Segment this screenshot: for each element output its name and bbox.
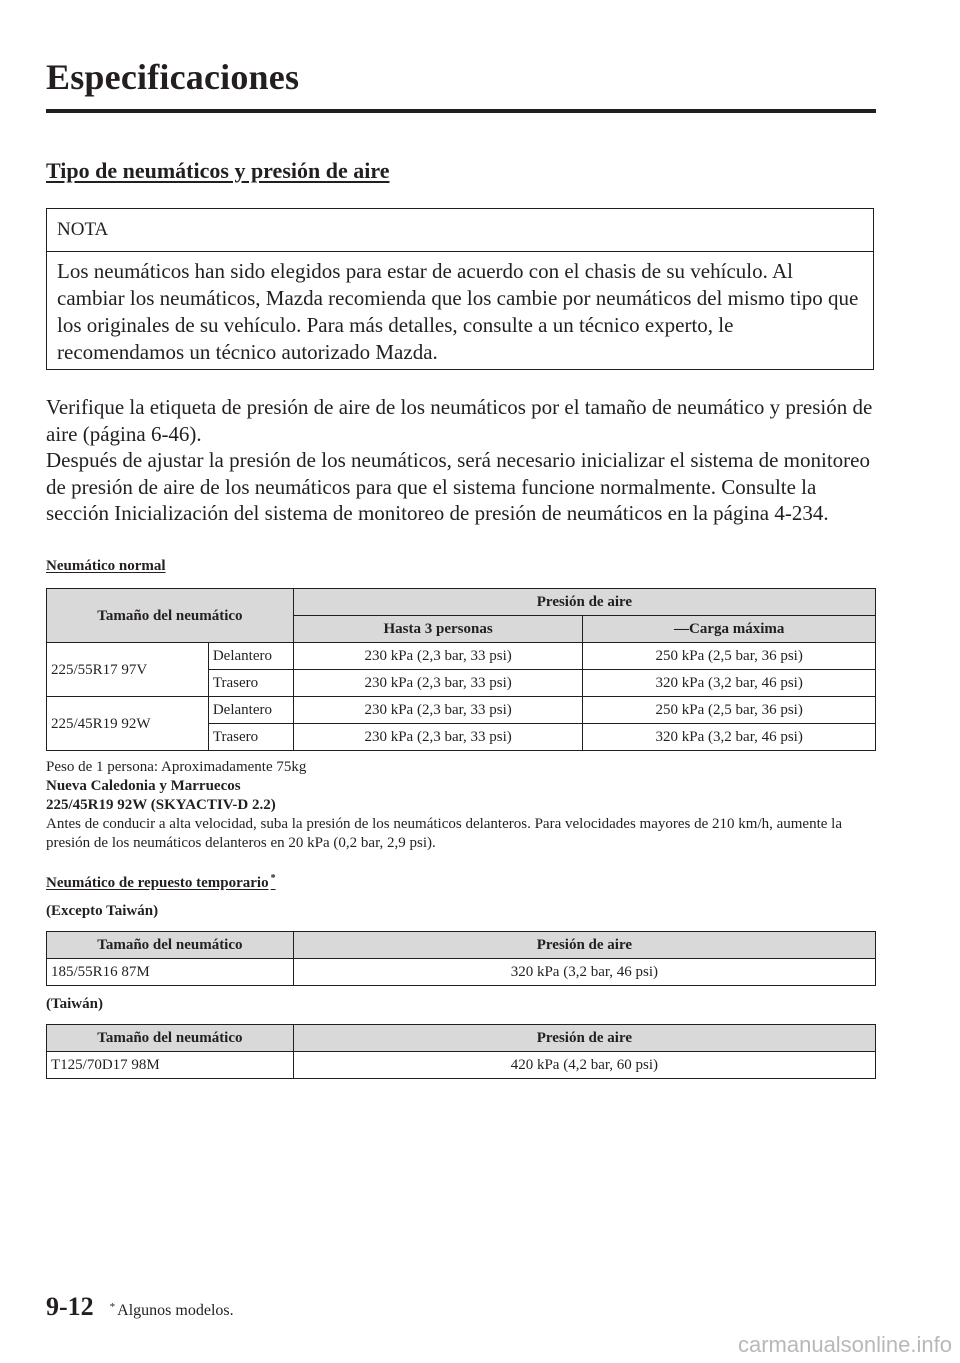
pressure-cell: 250 kPa (2,5 bar, 36 psi) [583, 697, 876, 724]
spare-tire-heading [46, 873, 276, 892]
normal-tire-heading: Neumático normal [46, 558, 166, 574]
pressure-cell: 230 kPa (2,3 bar, 33 psi) [293, 670, 583, 697]
table-row [47, 643, 876, 670]
pressure-cell: 320 kPa (3,2 bar, 46 psi) [583, 724, 876, 751]
header-max-load: —Carga máxima [583, 616, 876, 643]
model-note: 225/45R19 92W (SKYACTIV-D 2.2) [46, 797, 276, 813]
header-air-pressure: Presión de aire [293, 589, 875, 616]
pressure-cell: 420 kPa (4,2 bar, 60 psi) [293, 1052, 875, 1079]
spare-tire-table-taiwan [46, 1024, 876, 1079]
table-row [47, 1052, 876, 1079]
note-text: Los neumáticos han sido elegidos para estar de acuerdo con el chasis de su vehículo. Al cambiar los neumáticos, Mazda recomienda que los cambie por neumáticos del mismo tipo que los originales de su vehículo. Para más detalles, consulte a un técnico experto, le recomendamos un técnico autorizado Mazda. [57, 259, 859, 364]
spare-tire-table-except-taiwan [46, 931, 876, 986]
asterisk-icon: * [270, 873, 276, 884]
header-tire-size: Tamaño del neumático [47, 1025, 294, 1052]
position-cell: Delantero [208, 697, 293, 724]
position-cell: Delantero [208, 643, 293, 670]
position-cell: Trasero [208, 724, 293, 751]
note-label: NOTA [47, 209, 873, 252]
header-tire-size: Tamaño del neumático [47, 589, 294, 643]
region-note: Nueva Caledonia y Marruecos [46, 778, 241, 794]
intro-text [46, 394, 880, 527]
weight-note: Peso de 1 persona: Aproximadamente 75kg [46, 759, 307, 775]
pressure-cell: 250 kPa (2,5 bar, 36 psi) [583, 643, 876, 670]
page-title: Especificaciones [46, 57, 300, 97]
taiwan-label: (Taiwán) [46, 996, 103, 1012]
except-taiwan-label: (Excepto Taiwán) [46, 903, 159, 919]
tire-size-cell: 225/55R17 97V [47, 643, 209, 697]
tire-size-cell: 185/55R16 87M [47, 959, 294, 986]
pressure-cell: 230 kPa (2,3 bar, 33 psi) [293, 724, 583, 751]
title-rule [46, 109, 876, 113]
tire-size-cell: T125/70D17 98M [47, 1052, 294, 1079]
pressure-cell: 230 kPa (2,3 bar, 33 psi) [293, 697, 583, 724]
asterisk-icon: * [109, 1301, 116, 1313]
pressure-cell: 320 kPa (3,2 bar, 46 psi) [583, 670, 876, 697]
header-up-to-3: Hasta 3 personas [293, 616, 583, 643]
normal-tire-table [46, 588, 876, 751]
note-box [46, 208, 874, 370]
table-row [47, 697, 876, 724]
advice-note: Antes de conducir a alta velocidad, suba la presión de los neumáticos delanteros. Para velocidades mayores de 210 km/h, aumente la presión de los neumáticos delanteros en 20 kPa (0,2 bar, 2,9 psi). [46, 816, 842, 851]
table-row [47, 959, 876, 986]
pressure-cell: 320 kPa (3,2 bar, 46 psi) [293, 959, 875, 986]
watermark: carmanualsonline.info [737, 1332, 952, 1357]
section-heading: Tipo de neumáticos y presión de aire [46, 158, 390, 183]
intro-paragraph-1: Verifique la etiqueta de presión de aire de los neumáticos por el tamaño de neumático y presión de aire (página 6-46). [46, 395, 873, 446]
position-cell: Trasero [208, 670, 293, 697]
footnote [108, 1301, 234, 1320]
header-air-pressure: Presión de aire [293, 1025, 875, 1052]
header-tire-size: Tamaño del neumático [47, 932, 294, 959]
page-footer [46, 1292, 234, 1322]
intro-paragraph-2: Después de ajustar la presión de los neumáticos, será necesario inicializar el sistema de monitoreo de presión de aire de los neumáticos para que el sistema funcione normalmente. Consulte la sección Inicialización del sistema de monitoreo de presión de neumáticos en la página 4-234. [46, 448, 870, 525]
footnote-text: Algunos modelos. [117, 1302, 234, 1319]
header-air-pressure: Presión de aire [293, 932, 875, 959]
normal-tire-notes [46, 758, 880, 853]
spare-tire-heading-text: Neumático de repuesto temporario [46, 875, 269, 891]
pressure-cell: 230 kPa (2,3 bar, 33 psi) [293, 643, 583, 670]
page-number: 9-12 [46, 1292, 94, 1321]
tire-size-cell: 225/45R19 92W [47, 697, 209, 751]
